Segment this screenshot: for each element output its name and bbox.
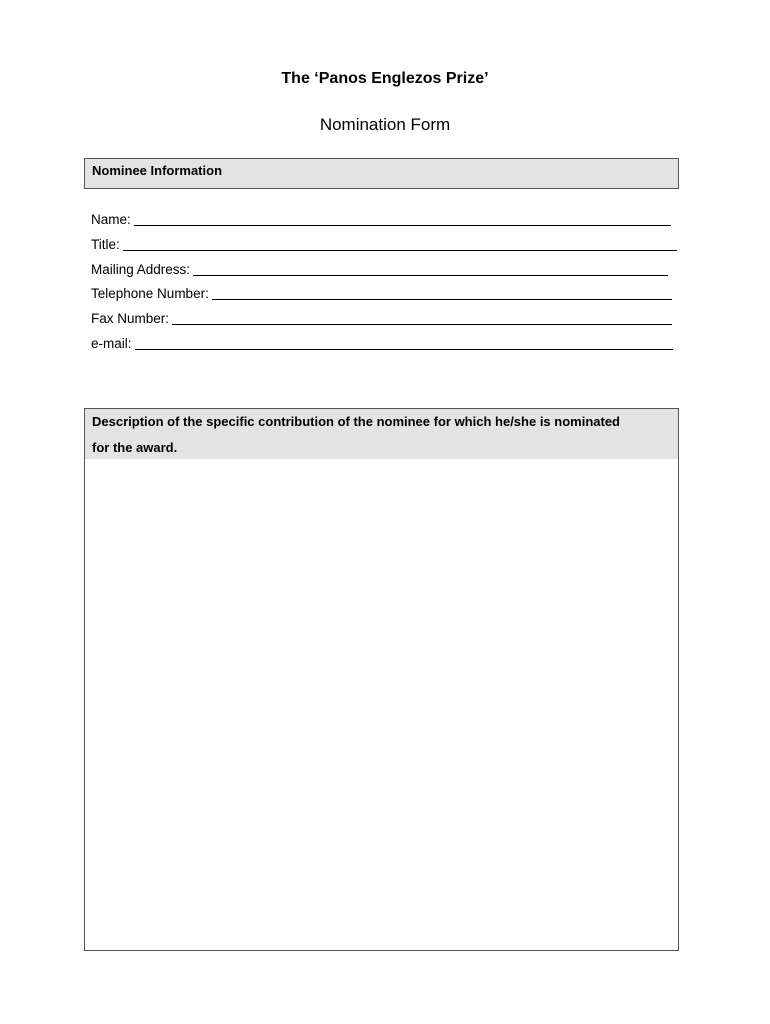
title-field-line[interactable] [123, 250, 677, 251]
title-field-label: Title: [91, 236, 120, 252]
contribution-description-box[interactable] [84, 459, 679, 951]
name-field-line[interactable] [134, 225, 671, 226]
mailing-address-field[interactable] [91, 262, 683, 287]
email-field[interactable] [91, 336, 683, 361]
name-field[interactable] [91, 212, 683, 237]
name-field-label: Name: [91, 212, 131, 227]
nominee-fields [91, 212, 683, 361]
contribution-description-header-line-2: for the award. [92, 440, 178, 455]
form-subtitle: Nomination Form [319, 115, 451, 134]
email-field-line[interactable] [135, 349, 673, 350]
email-field-label: e-mail: [91, 335, 132, 351]
mailing-address-field-line[interactable] [193, 275, 668, 276]
document-title: The ‘Panos Englezos Prize’ [281, 70, 489, 87]
title-field[interactable] [91, 237, 683, 262]
mailing-address-field-label: Mailing Address: [91, 261, 191, 277]
nominee-information-header-text: Nominee Information [92, 163, 223, 178]
telephone-number-field-label: Telephone Number: [91, 286, 209, 302]
contribution-description-header [84, 408, 679, 460]
nominee-information-header [84, 158, 679, 189]
contribution-description-header-line-1: Description of the specific contribution of the nominee for which he/she is nominated [92, 414, 620, 429]
fax-number-field[interactable] [91, 311, 683, 336]
fax-number-field-line[interactable] [172, 324, 672, 325]
telephone-number-field[interactable] [91, 286, 683, 311]
telephone-number-field-line[interactable] [212, 299, 672, 300]
fax-number-field-label: Fax Number: [91, 311, 170, 327]
